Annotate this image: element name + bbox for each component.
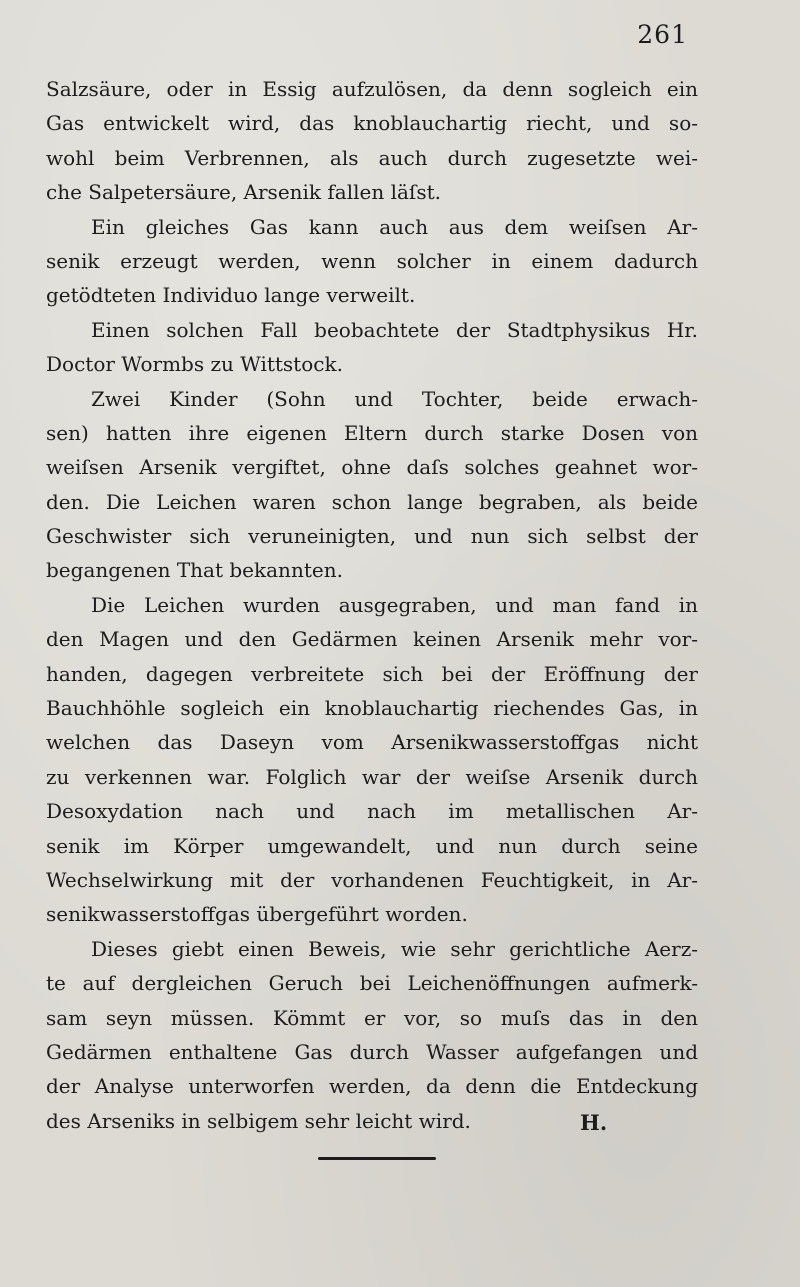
body-text — [46, 72, 698, 1138]
text-line: che Salpetersäure, Arsenik fallen läſst. — [46, 180, 441, 205]
text-line: Geschwister sich veruneinigten, und nun sich selbst der — [46, 524, 698, 549]
text-line: Bauchhöhle sogleich ein knoblauchartig riechendes Gas, in — [46, 696, 698, 721]
text-line: senik erzeugt werden, wenn solcher in einem dadurch — [46, 248, 698, 273]
text-line: handen, dagegen verbreitete sich bei der Eröffnung der — [46, 661, 698, 686]
closing-rule — [318, 1157, 436, 1160]
text-line: Die Leichen wurden ausgegraben, und man fand in — [91, 592, 698, 617]
text-line: Gas entwickelt wird, das knoblauchartig riecht, und so- — [46, 111, 698, 136]
text-line: welchen das Daseyn vom Arsenikwasserstoffgas nicht — [46, 730, 698, 755]
text-line: Ein gleiches Gas kann auch aus dem weiſsen Ar- — [91, 214, 698, 239]
text-line: Desoxydation nach und nach im metallischen Ar- — [46, 799, 698, 824]
text-line: Einen solchen Fall beobachtete der Stadtphysikus Hr. — [91, 317, 698, 342]
text-line: zu verkennen war. Folglich war der weiſse Arsenik durch — [46, 764, 698, 789]
text-line: senik im Körper umgewandelt, und nun durch seine — [46, 833, 698, 858]
text-line: sam seyn müssen. Kömmt er vor, so muſs das in den — [46, 1005, 698, 1030]
text-line: Wechselwirkung mit der vorhandenen Feuchtigkeit, in Ar- — [46, 867, 698, 892]
text-line: Zwei Kinder (Sohn und Tochter, beide erwach- — [91, 386, 698, 411]
text-line: begangenen That bekannten. — [46, 558, 343, 583]
text-line: des Arseniks in selbigem sehr leicht wird. — [46, 1108, 471, 1133]
text-line: Gedärmen enthaltene Gas durch Wasser aufgefangen und — [46, 1039, 698, 1064]
text-line: der Analyse unterworfen werden, da denn die Entdeckung — [46, 1074, 698, 1099]
text-line: Doctor Wormbs zu Wittstock. — [46, 352, 343, 377]
text-line: Dieses giebt einen Beweis, wie sehr gerichtliche Aerz- — [91, 936, 698, 961]
page-number: 261 — [637, 20, 688, 49]
text-line: wohl beim Verbrennen, als auch durch zugesetzte wei- — [46, 145, 698, 170]
text-line: den. Die Leichen waren schon lange begraben, als beide — [46, 489, 698, 514]
text-line: sen) hatten ihre eigenen Eltern durch starke Dosen von — [46, 420, 698, 445]
author-signature: H. — [580, 1110, 608, 1135]
text-line: senikwasserstoffgas übergeführt worden. — [46, 902, 468, 927]
text-line: den Magen und den Gedärmen keinen Arsenik mehr vor- — [46, 627, 698, 652]
text-line: weiſsen Arsenik vergiftet, ohne daſs solches geahnet wor- — [46, 455, 698, 480]
text-line: getödteten Individuo lange verweilt. — [46, 283, 416, 308]
text-line: te auf dergleichen Geruch bei Leichenöffnungen aufmerk- — [46, 971, 698, 996]
text-line: Salzsäure, oder in Essig aufzulösen, da denn sogleich ein — [46, 77, 698, 101]
